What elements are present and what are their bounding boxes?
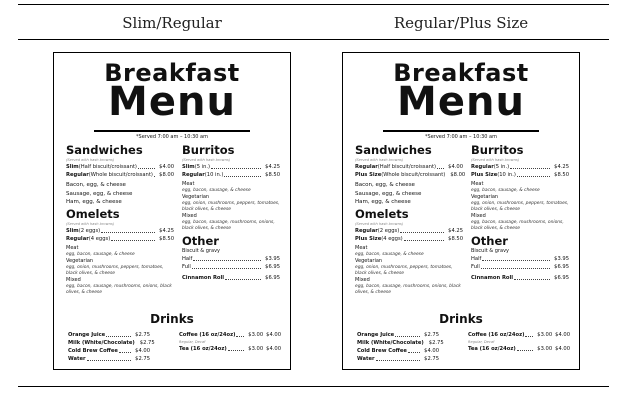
price-row xyxy=(68,331,150,339)
price: $4.00 xyxy=(424,348,439,354)
size-label: Regular xyxy=(355,227,378,234)
price: $2.75 xyxy=(424,332,439,338)
drink-label: Milk (White/Chocolate) xyxy=(357,340,424,346)
sandwich-item: Ham, egg, & cheese xyxy=(355,199,411,205)
dot-leader xyxy=(514,279,550,280)
size-detail: (5 in.) xyxy=(194,164,211,170)
dot-leader xyxy=(236,336,244,337)
option-name: Meat xyxy=(355,244,368,251)
price: $4.00 xyxy=(266,332,281,338)
price: $3.95 xyxy=(554,256,569,262)
price: $4.25 xyxy=(448,227,463,234)
item-label: Cinnamon Roll xyxy=(471,275,514,281)
option-name: Meat xyxy=(471,181,484,187)
bottom-rule xyxy=(18,386,609,387)
drink-label: Cold Brew Coffee xyxy=(357,348,407,354)
size-label: Plus Size xyxy=(355,235,382,242)
dot-leader xyxy=(106,336,131,337)
price-row xyxy=(179,331,281,339)
dot-leader xyxy=(481,268,550,269)
price: $4.25 xyxy=(554,164,569,170)
price-row xyxy=(66,163,174,171)
drink-label: Orange Juice xyxy=(357,332,395,338)
dot-leader xyxy=(138,168,155,169)
price-row xyxy=(355,227,463,235)
dot-leader xyxy=(400,232,444,233)
dot-leader xyxy=(404,240,444,241)
drink-label: Cold Brew Coffee xyxy=(68,348,118,354)
size-label: Regular xyxy=(471,164,494,170)
drinks-right xyxy=(179,331,281,353)
price-row xyxy=(355,235,463,243)
panel-heading: Slim/Regular xyxy=(122,14,222,32)
price-row xyxy=(182,163,280,171)
option-desc: egg, bacon, sausage, mushrooms, onions, black olives, & cheese xyxy=(355,283,461,295)
price: $8.50 xyxy=(265,172,280,178)
dot-leader xyxy=(228,350,245,351)
price: $4.00 xyxy=(555,346,570,352)
size-label: Regular xyxy=(182,172,205,178)
biscuit-gravy: Biscuit & gravy xyxy=(471,248,509,254)
drink-label: Tea (16 oz/24oz) xyxy=(179,346,227,352)
coffee-note: Regular, Decaf xyxy=(179,340,206,344)
price-row xyxy=(66,235,174,243)
price: $4.00 xyxy=(159,164,174,170)
price: $2.75 xyxy=(424,356,439,362)
price: $2.75 xyxy=(135,332,150,338)
menu-title-menu: Menu xyxy=(108,79,236,125)
size-label: Slim xyxy=(66,227,79,234)
size-detail: (10 in.) xyxy=(204,172,224,178)
size-label: Plus Size xyxy=(355,172,382,178)
price-row xyxy=(357,331,439,339)
dot-leader xyxy=(437,168,444,169)
size-detail: (5 in.) xyxy=(493,164,510,170)
dot-leader xyxy=(482,260,550,261)
price-row xyxy=(468,331,570,339)
section-title-sandwiches: Sandwiches xyxy=(355,143,432,157)
price: $3.95 xyxy=(265,256,280,262)
option-desc: egg, bacon, sausage, & cheese xyxy=(471,188,540,193)
price-row xyxy=(66,171,174,179)
price-row xyxy=(182,255,280,263)
size-label: Slim xyxy=(66,164,79,170)
drink-label: Coffee (16 oz/24oz) xyxy=(179,332,236,338)
size-label: Slim xyxy=(182,164,195,170)
right-column xyxy=(182,143,280,282)
sandwich-item: Sausage, egg, & cheese xyxy=(355,190,422,197)
drinks-left xyxy=(357,331,444,363)
title-underline xyxy=(94,130,250,132)
drink-label: Coffee (16 oz/24oz) xyxy=(468,332,525,338)
item-label: Half xyxy=(182,256,193,262)
option-name: Mixed xyxy=(182,213,197,219)
section-note: (Served with hash browns) xyxy=(66,221,115,226)
dot-leader xyxy=(376,360,421,361)
size-detail: (Whole biscuit/croissant) xyxy=(381,172,446,178)
title-underline xyxy=(383,130,539,132)
dot-leader xyxy=(87,360,132,361)
price: $3.00 xyxy=(248,346,264,352)
sandwich-item: Sausage, egg, & cheese xyxy=(66,190,133,197)
dot-leader xyxy=(224,176,261,177)
item-label: Half xyxy=(471,256,482,262)
price-row xyxy=(179,345,281,353)
section-title-drinks: Drinks xyxy=(439,312,483,326)
price-row xyxy=(357,347,439,355)
section-title-burritos: Burritos xyxy=(182,143,235,157)
served-hours: *Served 7:00 am – 10:30 am xyxy=(136,134,208,140)
drink-label: Milk (White/Chocolate) xyxy=(68,340,135,346)
menu-card-slim-regular xyxy=(53,52,291,370)
section-note: (Served with hash browns) xyxy=(471,158,520,162)
option-desc: egg, onion, mushrooms, peppers, tomatoes, black olives, & cheese xyxy=(182,201,280,212)
dot-leader xyxy=(525,336,533,337)
sandwich-item: Ham, egg, & cheese xyxy=(66,199,122,205)
price: $8.50 xyxy=(448,235,463,242)
biscuit-gravy: Biscuit & gravy xyxy=(182,248,220,254)
drink-label: Water xyxy=(357,356,375,362)
dot-leader xyxy=(225,279,261,280)
dot-leader xyxy=(211,168,261,169)
drink-label: Orange Juice xyxy=(68,332,106,338)
price: $2.75 xyxy=(139,340,155,346)
section-title-drinks: Drinks xyxy=(150,312,194,326)
price: $2.75 xyxy=(428,340,444,346)
drinks-left xyxy=(68,331,155,363)
section-note: (Served with hash browns) xyxy=(355,158,404,162)
right-column xyxy=(471,143,569,282)
item-label: Cinnamon Roll xyxy=(182,275,225,281)
price: $4.00 xyxy=(555,332,570,338)
section-note: (Served with hash browns) xyxy=(182,158,231,162)
price: $8.50 xyxy=(159,235,174,242)
size-detail: (10 in.) xyxy=(497,172,516,178)
section-title-burritos: Burritos xyxy=(471,143,524,157)
size-detail: (Whole biscuit/croissant) xyxy=(88,172,153,178)
dot-leader xyxy=(408,352,420,353)
item-label: Full xyxy=(182,264,191,270)
left-column xyxy=(66,143,174,296)
menu-title-breakfast: Breakfast xyxy=(393,59,529,87)
section-title-other: Other xyxy=(182,234,219,248)
price-row xyxy=(182,171,280,179)
left-column xyxy=(355,143,466,296)
item-label: Full xyxy=(471,264,480,270)
size-label: Regular xyxy=(66,235,89,242)
served-hours: *Served 7:00 am – 10:30 am xyxy=(425,134,497,140)
menu-title-menu: Menu xyxy=(397,79,525,125)
price-row xyxy=(68,355,150,363)
header-rule xyxy=(18,39,609,40)
size-detail: (4 eggs) xyxy=(88,235,111,242)
price-row xyxy=(471,171,569,179)
price: $8.00 xyxy=(159,172,174,178)
section-title-omelets: Omelets xyxy=(66,206,120,221)
top-rule xyxy=(18,4,609,5)
option-desc: egg, bacon, sausage, & cheese xyxy=(182,188,251,193)
option-name: Mixed xyxy=(66,276,81,283)
price: $6.95 xyxy=(554,275,569,281)
price: $4.25 xyxy=(265,164,280,170)
price: $4.25 xyxy=(159,227,174,234)
price-row xyxy=(182,274,280,282)
coffee-note: Regular, Decaf xyxy=(468,340,495,344)
price-row xyxy=(471,163,569,171)
dot-leader xyxy=(517,350,534,351)
option-name: Mixed xyxy=(471,213,486,219)
dot-leader xyxy=(193,260,261,261)
sandwich-item: Bacon, egg, & cheese xyxy=(66,182,126,188)
price-row xyxy=(182,263,280,271)
option-desc: egg, onion, mushrooms, peppers, tomatoes, black olives, & cheese xyxy=(471,201,569,212)
dot-leader xyxy=(154,176,155,177)
option-desc: egg, onion, mushrooms, peppers, tomatoes, black olives, & cheese xyxy=(355,264,453,276)
price-row xyxy=(68,347,150,355)
price: $4.00 xyxy=(135,348,150,354)
dot-leader xyxy=(517,176,550,177)
size-detail: (2 eggs) xyxy=(377,227,400,234)
option-name: Mixed xyxy=(355,276,370,283)
dot-leader xyxy=(111,240,155,241)
size-detail: (2 eggs) xyxy=(78,227,101,234)
menu-card-regular-plus xyxy=(342,52,580,370)
dot-leader xyxy=(510,168,550,169)
price-row xyxy=(355,171,466,179)
price: $6.95 xyxy=(554,264,569,270)
option-desc: egg, bacon, sausage, mushrooms, onions, black olives, & cheese xyxy=(471,220,564,231)
dot-leader xyxy=(395,336,420,337)
drink-label: Water xyxy=(68,356,86,362)
dot-leader xyxy=(101,232,155,233)
menu-title-breakfast: Breakfast xyxy=(104,59,240,87)
size-label: Plus Size xyxy=(471,172,498,178)
size-detail: (Half biscuit/croissant) xyxy=(78,164,137,170)
price-row xyxy=(355,163,463,171)
price: $3.00 xyxy=(537,346,553,352)
price: $8.50 xyxy=(554,172,569,178)
price: $3.00 xyxy=(537,332,553,338)
price: $4.00 xyxy=(266,346,281,352)
dot-leader xyxy=(192,268,261,269)
panel-heading: Regular/Plus Size xyxy=(393,14,529,32)
option-desc: egg, bacon, sausage, & cheese xyxy=(66,251,135,257)
price: $6.95 xyxy=(265,264,280,270)
size-detail: (4 eggs) xyxy=(381,235,403,242)
price-row xyxy=(471,274,569,282)
price: $8.00 xyxy=(450,172,466,178)
option-name: Vegetarian xyxy=(355,257,383,264)
size-label: Regular xyxy=(66,172,89,178)
price: $3.00 xyxy=(248,332,264,338)
option-name: Meat xyxy=(182,181,195,187)
option-desc: egg, bacon, sausage, mushrooms, onions, black olives, & cheese xyxy=(66,283,172,295)
section-note: (Served with hash browns) xyxy=(355,221,404,226)
section-title-sandwiches: Sandwiches xyxy=(66,143,143,157)
option-desc: egg, bacon, sausage, mushrooms, onions, black olives, & cheese xyxy=(182,220,275,231)
option-name: Meat xyxy=(66,244,79,251)
price-row xyxy=(471,255,569,263)
size-label: Regular xyxy=(355,164,378,170)
price-row xyxy=(357,355,439,363)
option-desc: egg, onion, mushrooms, peppers, tomatoes, black olives, & cheese xyxy=(66,264,164,276)
price: $2.75 xyxy=(135,356,150,362)
option-name: Vegetarian xyxy=(66,257,94,264)
sandwich-item: Bacon, egg, & cheese xyxy=(355,182,415,188)
section-title-other: Other xyxy=(471,234,508,248)
price: $4.00 xyxy=(448,164,463,170)
price-row xyxy=(468,345,570,353)
price-row xyxy=(68,339,155,347)
price-row xyxy=(471,263,569,271)
price-row xyxy=(66,227,174,235)
option-desc: egg, bacon, sausage, & cheese xyxy=(355,251,424,257)
section-title-omelets: Omelets xyxy=(355,206,409,221)
dot-leader xyxy=(119,352,131,353)
option-name: Vegetarian xyxy=(471,194,499,200)
price: $6.95 xyxy=(265,275,280,281)
drink-label: Tea (16 oz/24oz) xyxy=(468,346,516,352)
drinks-right xyxy=(468,331,570,353)
size-detail: (Half biscuit/croissant) xyxy=(377,164,437,170)
price-row xyxy=(357,339,444,347)
option-name: Vegetarian xyxy=(182,194,210,200)
section-note: (Served with hash browns) xyxy=(66,158,115,162)
